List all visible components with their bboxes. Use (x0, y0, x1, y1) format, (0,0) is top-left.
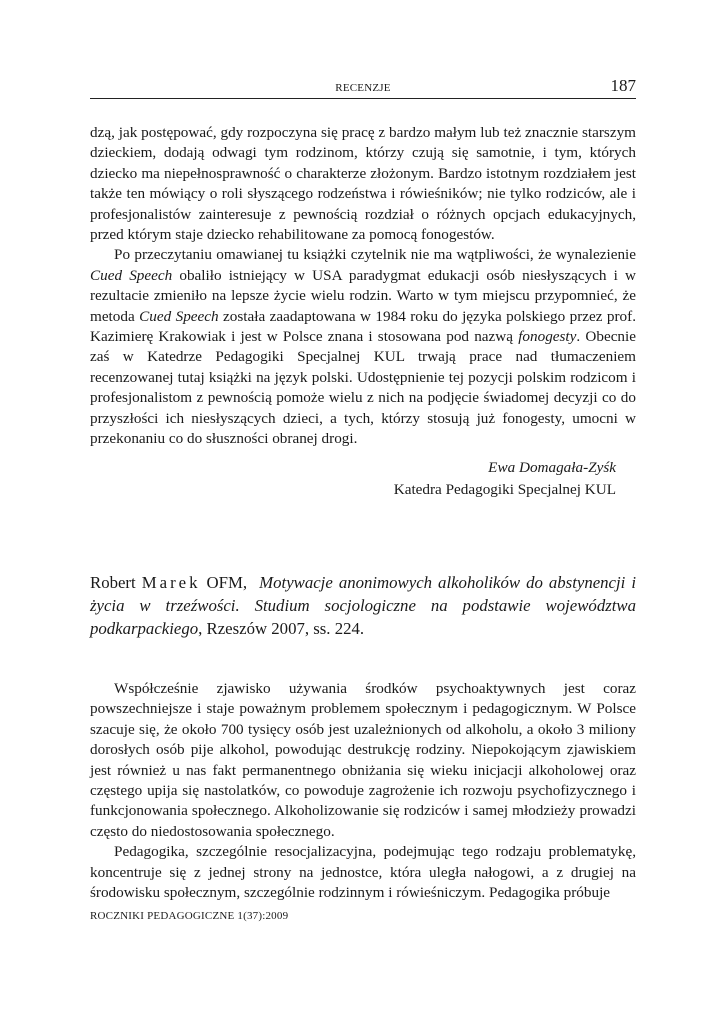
author-surname: Marek (141, 573, 201, 592)
text-run: . Obecnie zaś w Katedrze Pedagogiki Specjalnej KUL trwają prace nad tłumaczeniem recenzowanej tutaj książki na język polski. Udostępnienie tej pozycji polskim rodzicom i profesjonalistom z pewnością pomoże wielu z nich na podjęcie świadomej decyzji co do przyszłości ich niesłyszących dzieci, a tych, którzy stosują już fonogesty, umocni w przekonaniu co do słuszności obranej drogi. (90, 328, 636, 448)
section-title: RECENZJE (335, 82, 391, 94)
italic-term: fonogesty (518, 328, 577, 346)
italic-term: Cued Speech (139, 307, 219, 325)
citation-text (90, 571, 636, 640)
running-footer: ROCZNIKI PEDAGOGICZNE 1(37):2009 (90, 910, 289, 922)
running-header (90, 78, 636, 99)
review2-paragraph-2: Pedagogika, szczególnie resocjalizacyjna, podejmując tego rodzaju problematykę, koncentruje się z jednej strony na jednostce, która uległa nałogowi, a z drugiej na środowisku społecznym, szczególnie rodzinnym i rówieśniczym. Pedagogika próbuje (90, 843, 636, 902)
book-title: Motywacje anonimowych alkoholików do abstynencji i życia w trzeźwości. Studium socjologiczne na podstawie województwa podkarpackiego (90, 573, 637, 638)
review1-signature (90, 457, 616, 501)
reviewer-name: Ewa Domagała-Zyśk (488, 459, 616, 476)
review2-paragraph-1: Współcześnie zjawisko używania środków psychoaktywnych jest coraz powszechniejsze i staje poważnym problemem społecznym i pedagogicznym. W Polsce szacuje się, że około 700 tysięcy osób jest uzależnionych od alkoholu, a około 3 miliony dorosłych osób pije alkohol, powodując destrukcję rodziny. Niepokojącym zjawiskiem jest również u nas fakt permanentnego obniżania się wieku inicjacji alkoholowej oraz częstego upija się nastolatków, co powoduje zagrożenie ich rozwoju psychofizycznego i funkcjonowania społecznego. Alkoholizowanie się rodziców i samej młodzieży prowadzi często do niedostosowania społecznego. (90, 680, 636, 840)
author-suffix: OFM, (206, 573, 248, 592)
author-first-name: Robert (90, 573, 136, 592)
review1-paragraph-1: dzą, jak postępować, gdy rozpoczyna się pracę z bardzo małym lub też znacznie starszym dzieckiem, dodają odwagi tym rodzinom, którzy czują się samotnie, i tym, których dziecko ma niepełnosprawność o charakterze złożonym. Bardzo istotnym rozdziałem jest także ten mówiący o roli słyszącego rodzeństwa i rówieśników; nie tylko rodziców, ale i profesjonalistów zainteresuje z pewnością rozdział o różnych opcjach edukacyjnych, przed którym staje dziecko rehabilitowane za pomocą fonogestów. (90, 124, 636, 244)
page-number: 187 (610, 76, 636, 95)
review2-citation (90, 571, 636, 640)
review2-body (90, 679, 636, 903)
review1-paragraph-2 (90, 245, 636, 449)
text-run: została zaadaptowana w 1984 roku do języka polskiego przez prof. Kazimierę Krakowiak i jest w Polsce znana i stosowana pod nazwą (90, 307, 636, 346)
review1-body (90, 123, 636, 450)
publication-info: , Rzeszów 2007, ss. 224. (198, 619, 365, 638)
text-run: obaliło istniejący w USA paradygmat edukacji osób niesłyszących i w rezultacie zmieniło na lepsze życie wielu rodzin. Warto w tym miejscu przypomnieć, że metoda (90, 266, 636, 325)
reviewer-affiliation: Katedra Pedagogiki Specjalnej KUL (393, 481, 616, 498)
text-run: Po przeczytaniu omawianej tu książki czytelnik nie ma wątpliwości, że wynalezienie (114, 246, 636, 264)
italic-term: Cued Speech (90, 266, 173, 284)
